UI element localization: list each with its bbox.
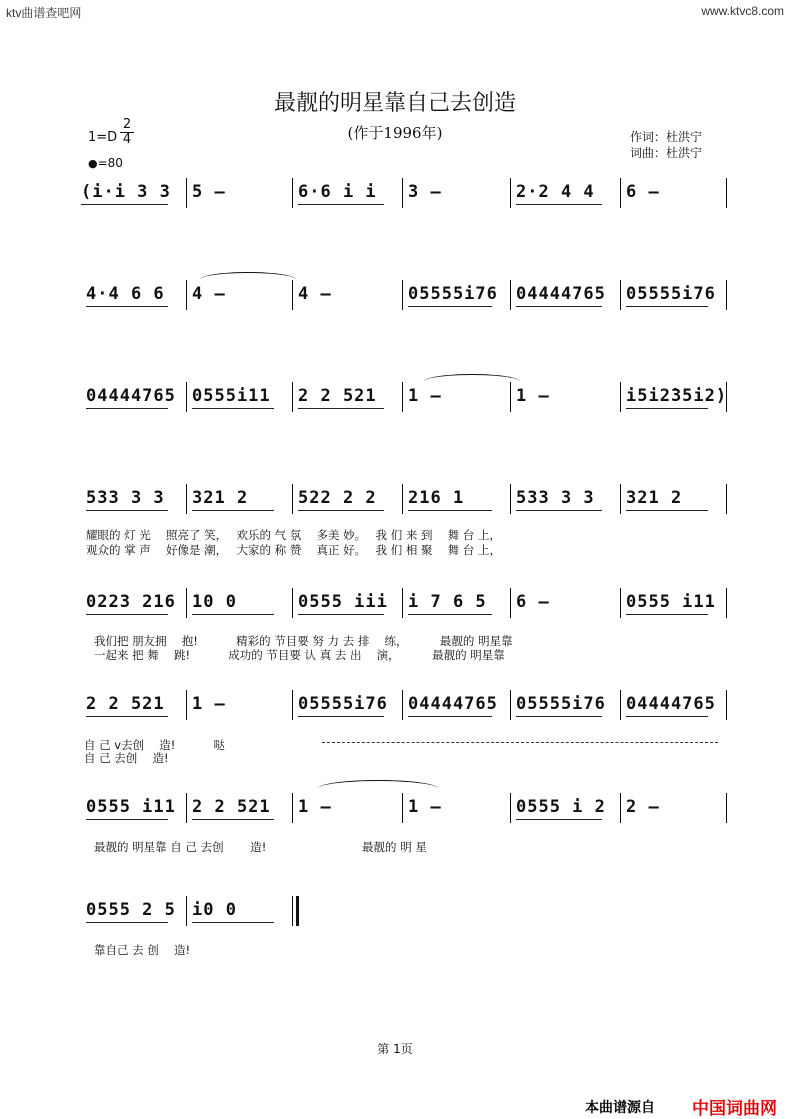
beam-underline	[408, 510, 492, 511]
measure: 2 2 521	[298, 386, 377, 406]
bar-line	[726, 280, 727, 310]
slur-arc	[200, 272, 296, 287]
beam-underline	[298, 614, 384, 615]
source-site-link[interactable]: 中国词曲网	[692, 1099, 777, 1119]
bar-line	[186, 280, 187, 310]
measure: 5 –	[192, 182, 226, 202]
bar-line	[292, 382, 293, 412]
measure: 6 –	[626, 182, 660, 202]
lyricist-credit: 作词：杜洪宁	[630, 130, 703, 144]
lyrics-line-8: 靠自己 去 创 造!	[94, 943, 191, 957]
beam-underline	[516, 510, 602, 511]
beam-underline	[81, 204, 168, 205]
bar-line	[292, 588, 293, 618]
measure: 4·4 6 6	[86, 284, 165, 304]
measure: 4 –	[298, 284, 332, 304]
beam-underline	[408, 716, 492, 717]
bar-line	[726, 588, 727, 618]
measure: 04444765	[626, 694, 716, 714]
measure: 04444765	[516, 284, 606, 304]
beam-underline	[408, 614, 492, 615]
measure: 2 –	[626, 797, 660, 817]
measure: 04444765	[86, 386, 176, 406]
bar-line	[402, 280, 403, 310]
beam-underline	[626, 408, 708, 409]
bar-line	[726, 484, 727, 514]
measure: 05555i76	[626, 284, 716, 304]
bar-line	[292, 793, 293, 823]
beam-underline	[298, 716, 384, 717]
measure: 0555 i11	[626, 592, 716, 612]
beam-underline	[516, 204, 602, 205]
bar-line	[510, 280, 511, 310]
bar-line	[620, 178, 621, 208]
beam-underline	[192, 922, 274, 923]
bar-line	[726, 793, 727, 823]
bar-line	[510, 484, 511, 514]
song-subtitle: (作于1996年)	[347, 124, 443, 142]
bar-line	[186, 484, 187, 514]
beam-underline	[626, 306, 708, 307]
time-signature-bottom: 4	[122, 132, 132, 147]
bar-line	[510, 178, 511, 208]
lyrics-line-5-verse-1: 我们把 朋友拥 抱! 精彩的 节目要 努 力 去 排 练， 最靓的 明星靠	[94, 634, 513, 648]
measure: i0 0	[192, 900, 237, 920]
tempo-marking	[88, 156, 123, 170]
beam-underline	[192, 510, 274, 511]
measure: 533 3 3	[516, 488, 595, 508]
bar-line	[726, 690, 727, 720]
beam-underline	[86, 408, 168, 409]
measure: 321 2	[626, 488, 683, 508]
bar-line	[186, 588, 187, 618]
measure: 321 2	[192, 488, 249, 508]
bar-line	[186, 793, 187, 823]
measure: 2 2 521	[86, 694, 165, 714]
bar-line	[402, 484, 403, 514]
time-signature-top: 2	[122, 117, 132, 132]
bar-line	[402, 382, 403, 412]
measure: 1 –	[408, 797, 442, 817]
measure: 4 –	[192, 284, 226, 304]
measure: 216 1	[408, 488, 465, 508]
beam-underline	[192, 819, 274, 820]
beam-underline	[626, 614, 708, 615]
measure: 05555i76	[298, 694, 388, 714]
measure: 2·2 4 4	[516, 182, 595, 202]
measure: i5i2̇35i2̇)	[626, 386, 728, 406]
bar-line	[292, 690, 293, 720]
quarter-note-icon: ●	[88, 157, 98, 170]
measure: 05555i76	[516, 694, 606, 714]
beam-underline	[86, 306, 168, 307]
bar-line	[402, 178, 403, 208]
measure: i 7 6 5	[408, 592, 487, 612]
beam-underline	[86, 819, 168, 820]
lyrics-line-4-verse-2: 观众的 掌 声 好像是 潮， 大家的 称 赞 真正 好。 我 们 相 聚 舞 台 上，	[86, 543, 501, 557]
slur-arc	[318, 780, 438, 797]
final-barline	[292, 896, 299, 926]
measure: 0555 2 5	[86, 900, 176, 920]
measure: 6·6 i i	[298, 182, 377, 202]
bar-line	[186, 896, 187, 926]
bar-line	[292, 484, 293, 514]
beam-underline	[86, 716, 168, 717]
bar-line	[510, 690, 511, 720]
page-number: 第 1页	[377, 1042, 413, 1056]
site-watermark-right[interactable]: www.ktvc8.com	[701, 4, 784, 18]
measure: 6 –	[516, 592, 550, 612]
key-signature: 1=D	[88, 130, 118, 145]
measure: 0555 i 2	[516, 797, 606, 817]
bar-line	[186, 382, 187, 412]
measure: 05555i76	[408, 284, 498, 304]
bar-line	[402, 793, 403, 823]
beam-underline	[192, 408, 274, 409]
lyrics-line-6-verse-1: 自 己 v去创 造! 哒	[84, 738, 226, 752]
beam-underline	[298, 510, 384, 511]
lyrics-line-4-verse-1: 耀眼的 灯 光 照亮了 笑， 欢乐的 气 氛 多美 妙。 我 们 来 到 舞 台 上，	[86, 528, 501, 542]
measure: 0223 216	[86, 592, 176, 612]
song-title: 最靓的明星靠自己去创造	[273, 91, 516, 116]
measure: 04444765	[408, 694, 498, 714]
beam-underline	[298, 408, 384, 409]
bar-line	[186, 690, 187, 720]
measure: 0555 iii	[298, 592, 388, 612]
measure: 10 0	[192, 592, 237, 612]
composer-credit: 词曲：杜洪宁	[630, 146, 703, 160]
bar-line	[620, 280, 621, 310]
bar-line	[186, 178, 187, 208]
bar-line	[620, 382, 621, 412]
beam-underline	[86, 614, 168, 615]
measure: 2 2 521	[192, 797, 271, 817]
source-label: 本曲谱源自	[585, 1100, 655, 1116]
measure: (i·i 3 3	[81, 182, 171, 202]
slur-arc	[424, 374, 520, 389]
site-watermark-left[interactable]: ktv曲谱查吧网	[6, 6, 82, 20]
bar-line	[292, 178, 293, 208]
measure: 1 –	[516, 386, 550, 406]
beam-underline	[86, 922, 168, 923]
lyrics-line-5-verse-2: 一起来 把 舞 跳! 成功的 节目要 认 真 去 出 演， 最靓的 明星靠	[94, 648, 505, 662]
beam-underline	[192, 614, 274, 615]
lyrics-line-7: 最靓的 明星靠 自 己 去创 造! 最靓的 明 星	[94, 840, 427, 854]
dashed-extender-line	[322, 742, 718, 743]
measure: 1 –	[298, 797, 332, 817]
lyrics-line-6-verse-2: 自 己 去创 造!	[84, 751, 169, 765]
bar-line	[402, 588, 403, 618]
bar-line	[620, 690, 621, 720]
beam-underline	[626, 510, 708, 511]
measure: 1 –	[408, 386, 442, 406]
beam-underline	[516, 716, 602, 717]
beam-underline	[626, 716, 708, 717]
measure: 522 2 2	[298, 488, 377, 508]
beam-underline	[516, 819, 602, 820]
bar-line	[402, 690, 403, 720]
time-signature	[120, 118, 134, 147]
bar-line	[726, 382, 727, 412]
bar-line	[620, 484, 621, 514]
bar-line	[726, 178, 727, 208]
beam-underline	[516, 306, 602, 307]
bar-line	[620, 793, 621, 823]
bar-line	[620, 588, 621, 618]
measure: 533 3 3	[86, 488, 165, 508]
measure: 1 –	[192, 694, 226, 714]
measure: 3 –	[408, 182, 442, 202]
beam-underline	[408, 306, 492, 307]
bar-line	[510, 793, 511, 823]
measure: 0555 i11	[86, 797, 176, 817]
measure: 0555i11	[192, 386, 271, 406]
bar-line	[510, 588, 511, 618]
beam-underline	[86, 510, 168, 511]
beam-underline	[298, 204, 384, 205]
tempo-value: =80	[97, 156, 123, 170]
